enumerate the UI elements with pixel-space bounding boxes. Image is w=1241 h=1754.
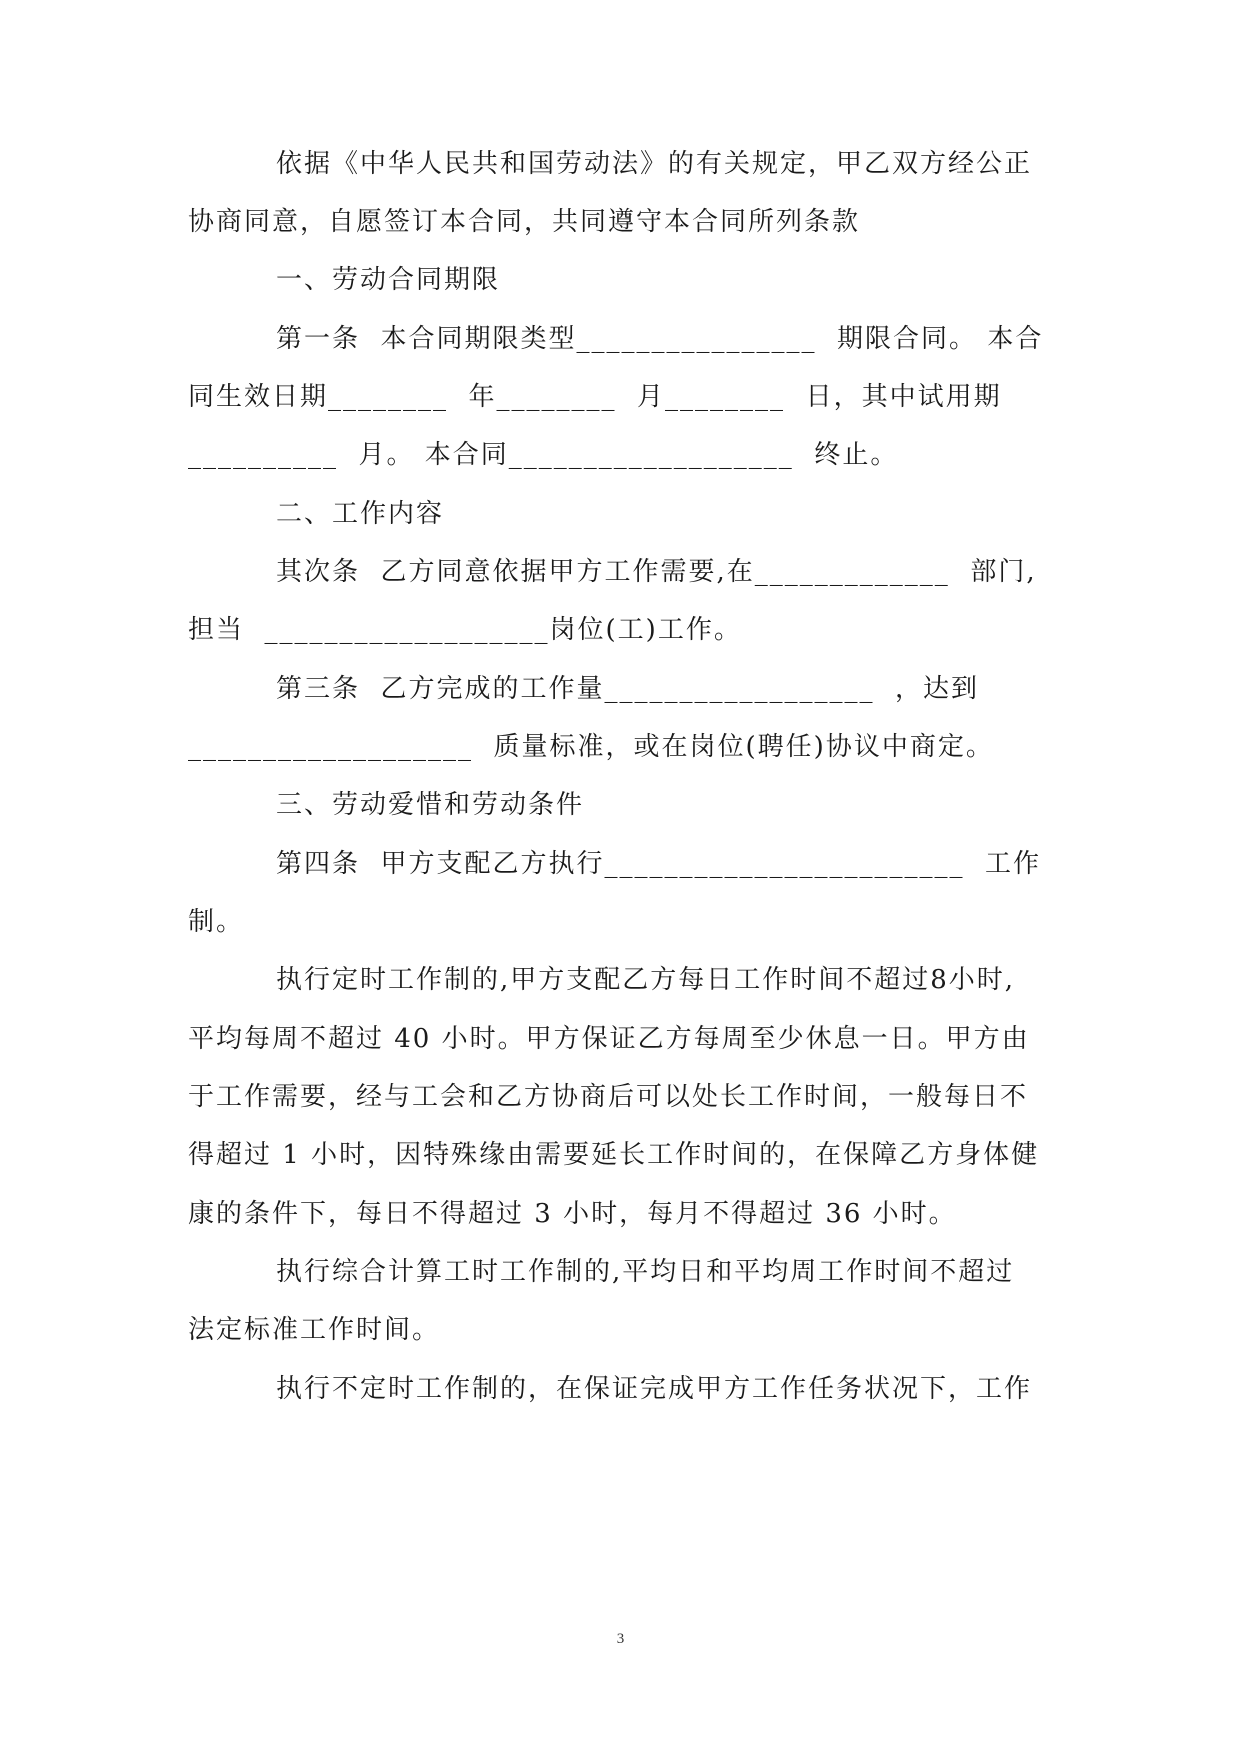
article-3-line-1: 第三条 乙方完成的工作量__________________ ，达到 xyxy=(276,674,980,704)
paragraph-fixed-hours-line-1: 执行定时工作制的,甲方支配乙方每日工作时间不超过8小时, xyxy=(276,965,1016,995)
article-3-line-2: ___________________ 质量标准，或在岗位(聘任)协议中商定。 xyxy=(188,732,994,762)
article-4-line-1: 第四条 甲方支配乙方执行________________________ 工作 xyxy=(276,849,1042,879)
paragraph-fixed-hours-line-4: 得超过 1 小时，因特殊缘由需要延长工作时间的，在保障乙方身体健 xyxy=(188,1140,1040,1170)
article-4-line-2: 制。 xyxy=(188,907,245,937)
paragraph-flexible-hours-line-1: 执行不定时工作制的，在保证完成甲方工作任务状况下，工作 xyxy=(276,1374,1033,1404)
paragraph-fixed-hours-line-2: 平均每周不超过 40 小时。甲方保证乙方每周至少休息一日。甲方由 xyxy=(188,1024,1030,1054)
paragraph-intro-line-2: 协商同意，自愿签订本合同，共同遵守本合同所列条款 xyxy=(188,207,861,237)
section-heading-labor-protection: 三、劳动爱惜和劳动条件 xyxy=(276,790,585,820)
paragraph-intro-line-1: 依据《中华人民共和国劳动法》的有关规定，甲乙双方经公正 xyxy=(276,149,1033,179)
paragraph-fixed-hours-line-5: 康的条件下，每日不得超过 3 小时，每月不得超过 36 小时。 xyxy=(188,1199,957,1229)
article-2-line-2: 担当 ___________________岗位(工)工作。 xyxy=(188,615,742,645)
article-1-line-3: __________ 月。 本合同___________________ 终止。 xyxy=(188,440,899,470)
page-number: 3 xyxy=(616,1631,625,1647)
paragraph-comprehensive-hours-line-2: 法定标准工作时间。 xyxy=(188,1315,441,1345)
paragraph-fixed-hours-line-3: 于工作需要，经与工会和乙方协商后可以处长工作时间，一般每日不 xyxy=(188,1082,1029,1112)
article-1-line-2: 同生效日期________ 年________ 月________ 日，其中试用期 xyxy=(188,382,1002,412)
paragraph-comprehensive-hours-line-1: 执行综合计算工时工作制的,平均日和平均周工作时间不超过 xyxy=(276,1257,1015,1287)
article-2-line-1: 其次条 乙方同意依据甲方工作需要,在_____________ 部门, xyxy=(276,557,1037,587)
section-heading-contract-term: 一、劳动合同期限 xyxy=(276,265,501,295)
article-1-line-1: 第一条 本合同期限类型________________ 期限合同。 本合 xyxy=(276,324,1044,354)
section-heading-work-content: 二、工作内容 xyxy=(276,499,445,529)
